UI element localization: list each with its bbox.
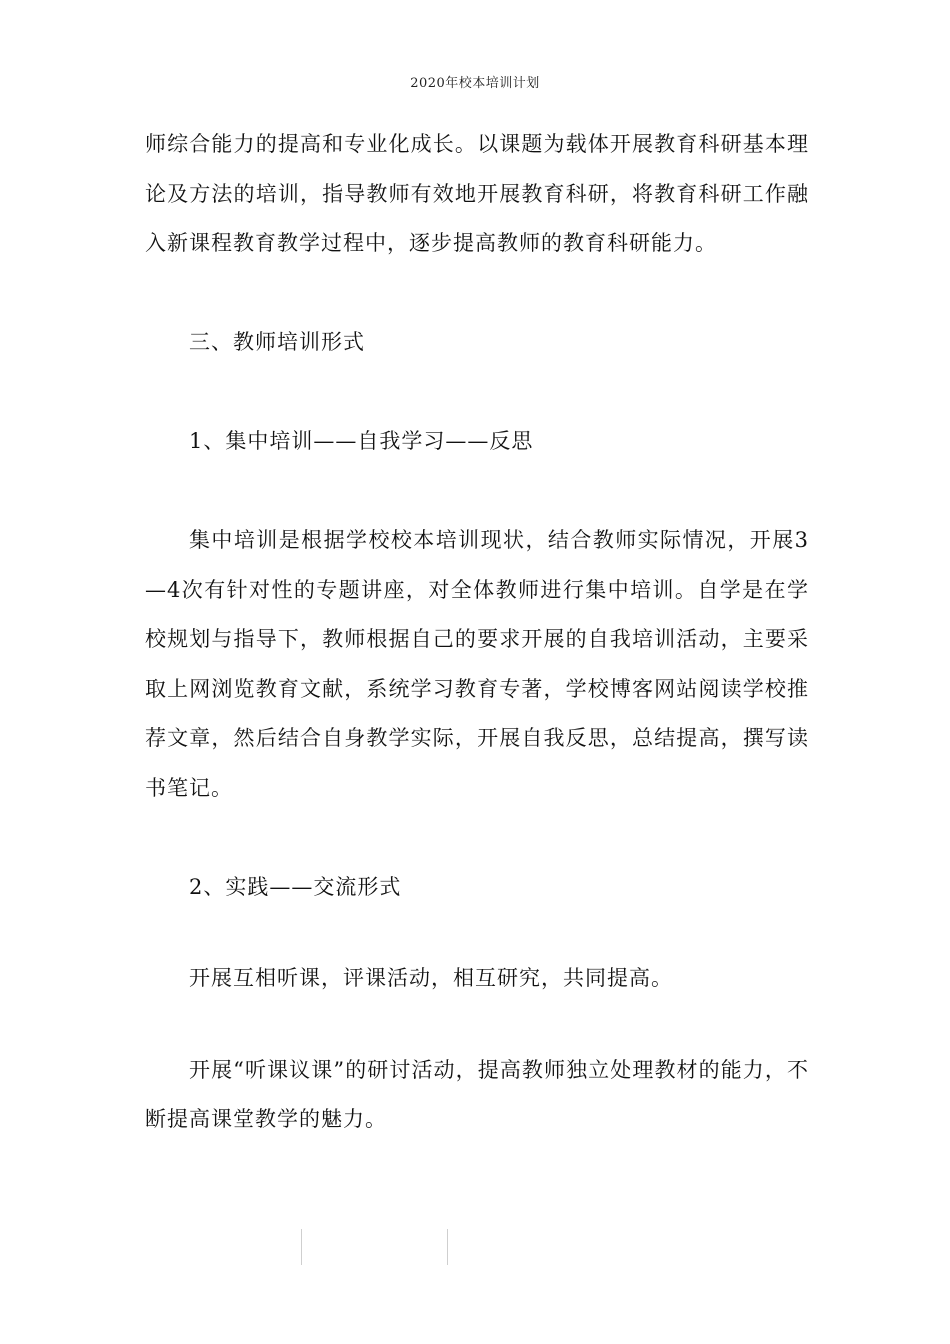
subheading-practice-exchange: 2、实践——交流形式 — [189, 874, 402, 899]
footer-divider-left — [301, 1229, 302, 1265]
page-header: 2020年校本培训计划 — [410, 76, 540, 91]
paragraph-centralized-training: 集中培训是根据学校校本培训现状，结合教师实际情况，开展3—4次有针对性的专题讲座，对全体教师进行集中培训。自学是在学校规划与指导下，教师根据自己的要求开展的自我培训活动，主要采取上网浏览教育文献，系统学习教育专著，学校博客网站阅读学校推荐文章，然后结合自身教学实际，开展自我反思，总结提高，撰写读书笔记。 — [145, 528, 809, 800]
paragraph-mutual-observation: 开展互相听课，评课活动，相互研究，共同提高。 — [189, 966, 673, 990]
section-heading-training-forms: 三、教师培训形式 — [189, 330, 365, 354]
subheading-centralized-training: 1、集中培训——自我学习——反思 — [189, 429, 534, 453]
paragraph-continuation: 师综合能力的提高和专业化成长。以课题为载体开展教育科研基本理论及方法的培训，指导教师有效地开展教育科研，将教育科研工作融入新课程教育教学过程中，逐步提高教师的教育科研能力。 — [145, 132, 809, 255]
footer-divider-right — [447, 1229, 448, 1265]
document-body — [145, 120, 809, 1145]
paragraph-lesson-discussion: 开展“听课议课”的研讨活动，提高教师独立处理教材的能力，不断提高课堂教学的魅力。 — [145, 1057, 809, 1131]
